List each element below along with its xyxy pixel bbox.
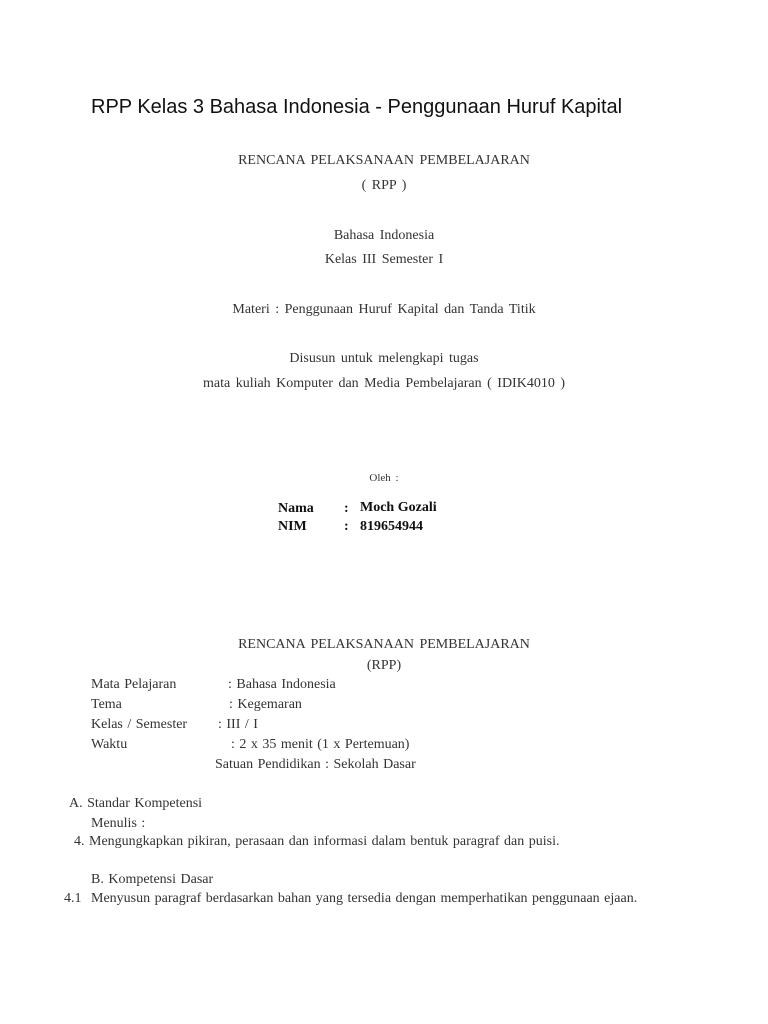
cover-subject: Bahasa Indonesia (333, 228, 435, 243)
row-label-class: Kelas / Semester (91, 717, 188, 732)
section-a-sub: Menulis : (91, 816, 146, 831)
nim-separator: : (344, 519, 349, 534)
section-a-title: A. Standar Kompetensi (69, 796, 203, 811)
cover-heading: RENCANA PELAKSANAAN PEMBELAJARAN (238, 153, 530, 168)
name-value: Moch Gozali (360, 500, 437, 515)
nim-label: NIM (278, 519, 307, 534)
row-label-theme: Tema (91, 697, 122, 712)
page-title: RPP Kelas 3 Bahasa Indonesia - Penggunaan Huruf Kapital (91, 96, 623, 118)
cover-by: Oleh : (369, 472, 399, 484)
cover-purpose-line1: Disusun untuk melengkapi tugas (289, 351, 479, 366)
row-value-time: : 2 x 35 menit (1 x Pertemuan) (231, 737, 410, 752)
section-a-item: 4. Mengungkapkan pikiran, perasaan dan informasi dalam bentuk paragraf dan puisi. (74, 834, 560, 849)
cover-purpose-line2: mata kuliah Komputer dan Media Pembelajaran ( IDIK4010 ) (202, 376, 565, 391)
row-value-theme: : Kegemaran (229, 697, 302, 712)
row-value-class: : III / I (218, 717, 258, 732)
name-label: Nama (278, 501, 314, 516)
plan-abbr: (RPP) (366, 658, 402, 673)
school-line: Satuan Pendidikan : Sekolah Dasar (215, 757, 416, 772)
row-label-time: Waktu (91, 737, 128, 752)
nim-value: 819654944 (360, 519, 423, 534)
name-separator: : (344, 501, 349, 516)
cover-class-semester: Kelas III Semester I (324, 252, 444, 267)
section-b-title: B. Kompetensi Dasar (91, 872, 214, 887)
row-label-subject: Mata Pelajaran (91, 677, 177, 692)
plan-heading: RENCANA PELAKSANAAN PEMBELAJARAN (238, 637, 530, 652)
row-value-subject: : Bahasa Indonesia (228, 677, 336, 692)
section-b-item-text: Menyusun paragraf berdasarkan bahan yang tersedia dengan memperhatikan penggunaan ejaan. (91, 891, 638, 906)
cover-abbr: ( RPP ) (361, 178, 407, 193)
section-b-item-number: 4.1 (64, 891, 82, 906)
cover-material: Materi : Penggunaan Huruf Kapital dan Tanda Titik (232, 302, 536, 317)
